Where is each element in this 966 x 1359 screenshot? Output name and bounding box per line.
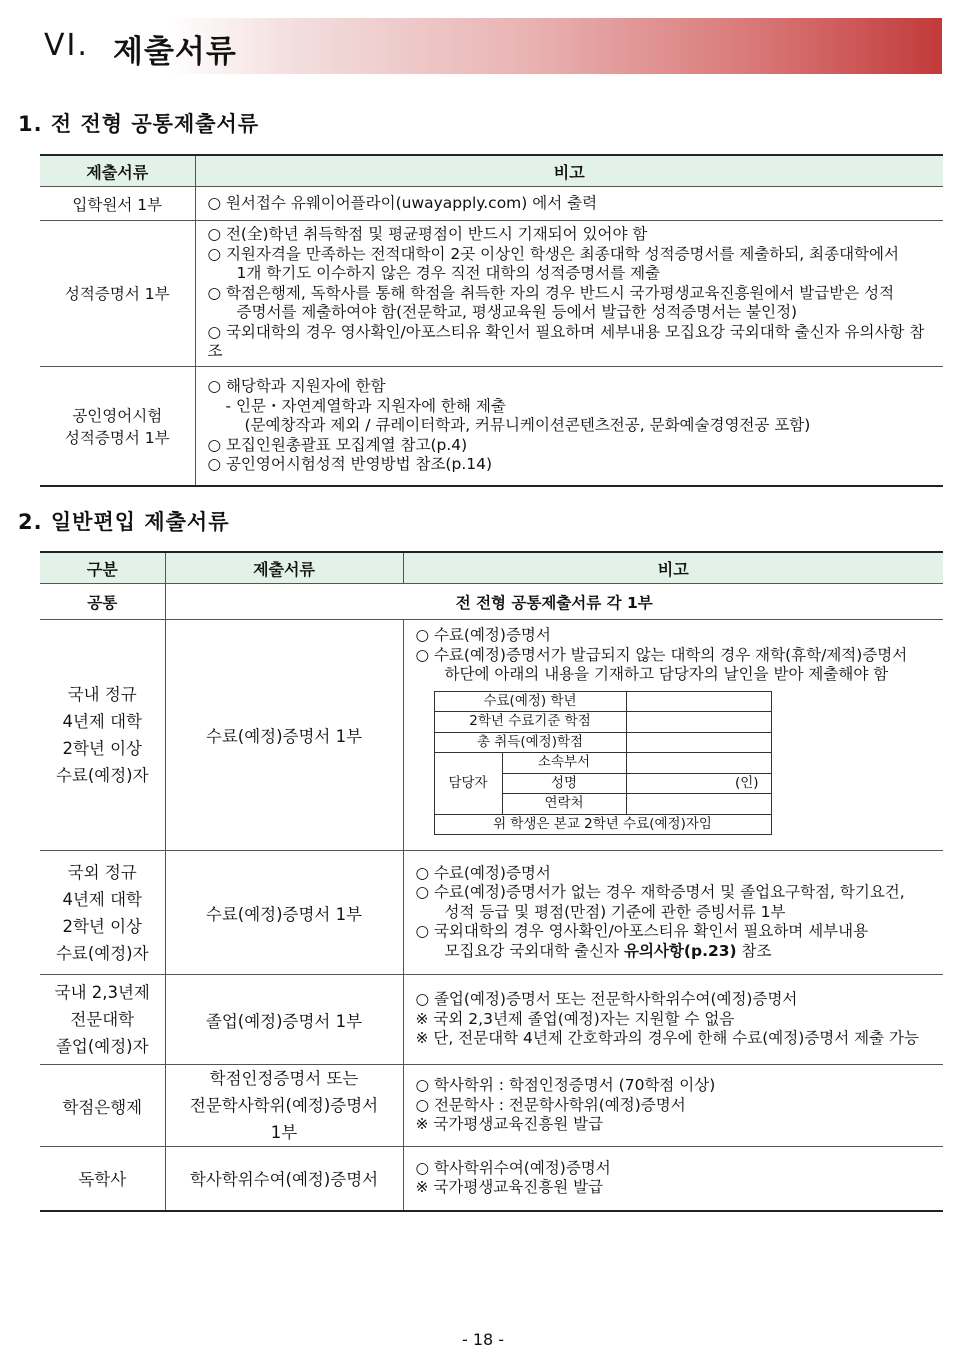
notes-cell: ○ 수료(예정)증명서 ○ 수료(예정)증명서가 발급되지 않는 대학의 경우 재학(휴학/제적)증명서 하단에 아래의 내용을 기재하고 담당자의 날인을 받아 제출해야 함 수료(예정) 학년 2학년 수료기준 학점 총 취득(예정)학점 담당자 소속부서 성명 (인) 연락처 위 학생은 본교 2학년 수료(예정)자임 [403, 620, 943, 851]
category-cell: 독학사 [40, 1147, 165, 1211]
section2-title: 2. 일반편입 제출서류 [18, 510, 230, 534]
category-cell: 국외 정규 4년제 대학 2학년 이상 수료(예정)자 [40, 851, 165, 975]
chapter-number: VI. [44, 28, 89, 63]
table-row [40, 1147, 943, 1211]
notes-cell: ○ 전(全)학년 취득학점 및 평균평점이 반드시 기재되어 있어야 함 ○ 지원자격을 만족하는 전적대학이 2곳 이상인 학생은 최종대학 성적증명서를 제출하되, 최종대학에서 1개 학기도 이수하지 않은 경우 직전 대학의 성적증명서를 제출 ○ 학점은행제, 독학사를 통해 학점을 취득한 자의 경우 반드시 국가평생교육진흥원에서 발급받은 성적 증명서를 제출하여야 함(전문학교, 평생교육원 등에서 발급한 성적증명서는 불인정) ○ 국외대학의 경우 영사확인/아포스티유 확인서 필요하며 세부내용 모집요강 국외대학 출신자 유의사항 참조 [195, 221, 943, 367]
table-row [40, 221, 943, 367]
form-value [626, 712, 771, 733]
table-row [40, 187, 943, 221]
common-docs-cell: 전 전형 공통제출서류 각 1부 [165, 584, 943, 620]
page-number: - 18 - [461, 1330, 505, 1349]
table-row [40, 584, 943, 620]
form-value [626, 732, 771, 753]
form-label: 총 취득(예정)학점 [434, 732, 626, 753]
general-transfer-table [40, 551, 943, 1212]
table-row [40, 366, 943, 486]
category-cell: 공통 [40, 584, 165, 620]
category-cell: 국내 정규 4년제 대학 2학년 이상 수료(예정)자 [40, 620, 165, 851]
section1-title: 1. 전 전형 공통제출서류 [18, 112, 260, 136]
doc-cell: 수료(예정)증명서 1부 [165, 620, 403, 851]
header-notes: 비고 [195, 155, 943, 187]
doc-cell: 졸업(예정)증명서 1부 [165, 975, 403, 1065]
notes-cell: ○ 수료(예정)증명서 ○ 수료(예정)증명서가 없는 경우 재학증명서 및 졸업요구학점, 학기요건, 성적 등급 및 평점(만점) 기준에 관한 증빙서류 1부 ○ 국외대학의 경우 영사확인/아포스티유 확인서 필요하며 세부내용 모집요강 국외대학 출신자 유의사항(p.23) 참조 [403, 851, 943, 975]
form-value [626, 753, 771, 774]
doc-cell: 수료(예정)증명서 1부 [165, 851, 403, 975]
chapter-banner [18, 18, 942, 74]
header-documents: 제출서류 [165, 552, 403, 584]
form-label: 성명 [502, 773, 626, 794]
notes-cell: ○ 학사학위 : 학점인정증명서 (70학점 이상) ○ 전문학사 : 전문학사학위(예정)증명서 ※ 국가평생교육진흥원 발급 [403, 1065, 943, 1147]
doc-cell: 학점인정증명서 또는 전문학사학위(예정)증명서 1부 [165, 1065, 403, 1147]
doc-cell: 공인영어시험 성적증명서 1부 [40, 366, 195, 486]
header-notes: 비고 [403, 552, 943, 584]
common-documents-table [40, 154, 943, 487]
notes-cell: ○ 원서접수 유웨이어플라이(uwayapply.com) 에서 출력 [195, 187, 943, 221]
form-label: 2학년 수료기준 학점 [434, 712, 626, 733]
table-row [40, 851, 943, 975]
header-category: 구분 [40, 552, 165, 584]
notes-cell: ○ 해당학과 지원자에 한함 - 인문・자연계열학과 지원자에 한해 제출 (문예창작과 제외 / 큐레이터학과, 커뮤니케이션콘텐츠전공, 문화예술경영전공 포함) ○ 모집인원총괄표 모집계열 참고(p.4) ○ 공인영어시험성적 반영방법 참조(p.14) [195, 366, 943, 486]
doc-cell: 학사학위수여(예정)증명서 [165, 1147, 403, 1211]
table-row [40, 975, 943, 1065]
category-cell: 국내 2,3년제 전문대학 졸업(예정)자 [40, 975, 165, 1065]
header-documents: 제출서류 [40, 155, 195, 187]
doc-cell: 입학원서 1부 [40, 187, 195, 221]
doc-cell: 성적증명서 1부 [40, 221, 195, 367]
form-label: 수료(예정) 학년 [434, 691, 626, 712]
completion-form [434, 691, 772, 836]
form-confirm: 위 학생은 본교 2학년 수료(예정)자임 [434, 814, 771, 835]
notes-emphasis: 유의사항(p.23) [624, 941, 737, 960]
notes-cell: ○ 학사학위수여(예정)증명서 ※ 국가평생교육진흥원 발급 [403, 1147, 943, 1211]
form-value [626, 794, 771, 815]
notes-cell: ○ 졸업(예정)증명서 또는 전문학사학위수여(예정)증명서 ※ 국외 2,3년제 졸업(예정)자는 지원할 수 없음 ※ 단, 전문대학 4년제 간호학과의 경우에 한해 수료(예정)증명서 제출 가능 [403, 975, 943, 1065]
form-label: 연락처 [502, 794, 626, 815]
form-value [626, 691, 771, 712]
form-label: 소속부서 [502, 753, 626, 774]
category-cell: 학점은행제 [40, 1065, 165, 1147]
table-row [40, 620, 943, 851]
seal-mark: (인) [626, 773, 771, 794]
table-row [40, 1065, 943, 1147]
chapter-title: 제출서류 [113, 34, 237, 70]
form-label: 담당자 [434, 753, 502, 815]
